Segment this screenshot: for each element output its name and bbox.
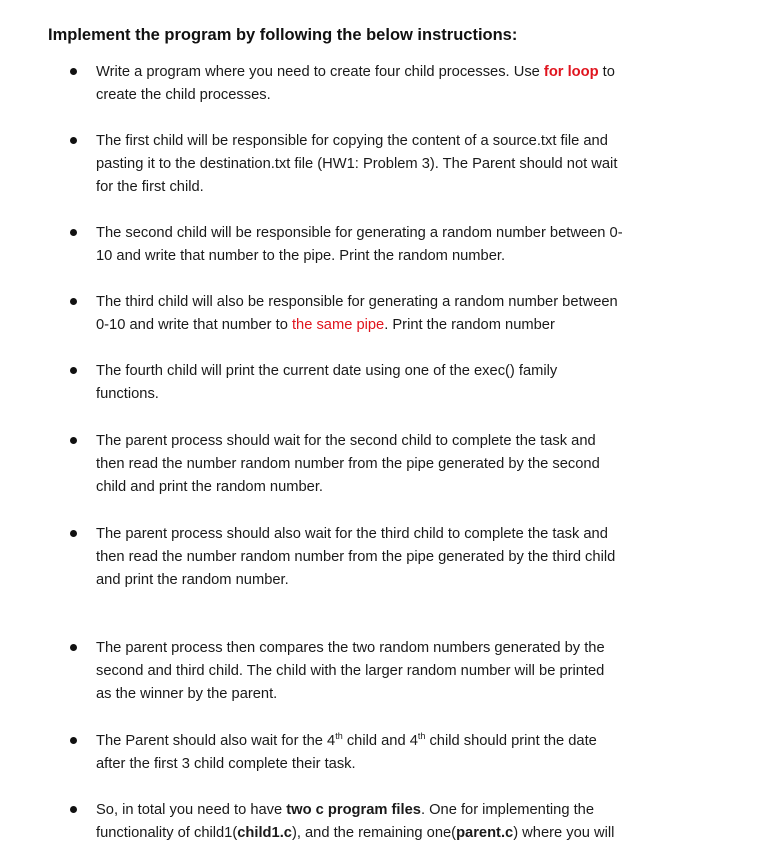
highlight-same-pipe: the same pipe (291, 317, 385, 333)
text-line: then read the number random number from the pipe generated by the second (96, 456, 600, 472)
text-span: 0-10 and write that number to (96, 317, 292, 333)
emphasis-two-c-files: two c program files (286, 802, 421, 818)
list-item-text (96, 61, 676, 107)
emphasis-child1-file: child1.c (237, 825, 292, 841)
bullet-icon (70, 737, 77, 744)
list-item-text (96, 637, 676, 706)
text-line: after the first 3 child complete their task. (96, 756, 356, 772)
text-span: functionality of child1( (96, 825, 238, 841)
text-line: functions. (96, 386, 159, 402)
list-item-text (96, 222, 676, 268)
text-span: So, in total you need to have (96, 802, 287, 818)
highlight-for-loop: for loop (543, 64, 599, 80)
text-line: then read the number random number from the pipe generated by the third child (96, 549, 616, 565)
superscript: th (417, 731, 426, 741)
list-item-text (96, 799, 676, 845)
text-line: second and third child. The child with the larger random number will be printed (96, 663, 605, 679)
list-item-text (96, 130, 676, 199)
text-line: The second child will be responsible for generating a random number between 0- (96, 225, 623, 241)
text-span: ) where you will (513, 825, 615, 841)
text-line: The third child will also be responsible for generating a random number between (96, 294, 618, 310)
text-line: as the winner by the parent. (96, 686, 278, 702)
text-line: and print the random number. (96, 572, 289, 588)
text-span: child and 4 (342, 733, 418, 749)
text-span: The Parent should also wait for the 4 (96, 733, 336, 749)
bullet-icon (70, 68, 77, 75)
bullet-icon (70, 367, 77, 374)
list-item-text (96, 730, 676, 776)
list-item-text (96, 430, 676, 499)
list-item-text (96, 523, 676, 592)
list-item-text (96, 291, 676, 337)
text-line: The first child will be responsible for copying the content of a source.txt file and (96, 133, 608, 149)
text-span: to (598, 64, 615, 80)
text-span: ), and the remaining one( (291, 825, 457, 841)
superscript: th (335, 731, 343, 741)
text-span: . One for implementing the (420, 802, 595, 818)
text-line: for the first child. (96, 179, 204, 195)
bullet-icon (70, 644, 77, 651)
bullet-icon (70, 229, 77, 236)
list-item-text (96, 360, 676, 406)
bullet-icon (70, 530, 77, 537)
bullet-icon (70, 437, 77, 444)
text-line: The parent process should also wait for the third child to complete the task and (96, 526, 608, 542)
text-line: The parent process then compares the two random numbers generated by the (96, 640, 605, 656)
page-heading: Implement the program by following the below instructions: (48, 26, 518, 44)
text-line: child and print the random number. (96, 479, 323, 495)
text-line: The fourth child will print the current date using one of the exec() family (96, 363, 558, 379)
text-span: . Print the random number (384, 317, 555, 333)
text-span: child should print the date (425, 733, 597, 749)
text-line: pasting it to the destination.txt file (HW1: Problem 3). The Parent should not wait (96, 156, 618, 172)
text-line: create the child processes. (96, 87, 271, 103)
bullet-icon (70, 806, 77, 813)
bullet-icon (70, 298, 77, 305)
text-line: 10 and write that number to the pipe. Print the random number. (96, 248, 506, 264)
text-span: Write a program where you need to create four child processes. Use (96, 64, 544, 80)
emphasis-parent-file: parent.c (456, 825, 514, 841)
bullet-icon (70, 137, 77, 144)
text-line: The parent process should wait for the second child to complete the task and (96, 433, 596, 449)
